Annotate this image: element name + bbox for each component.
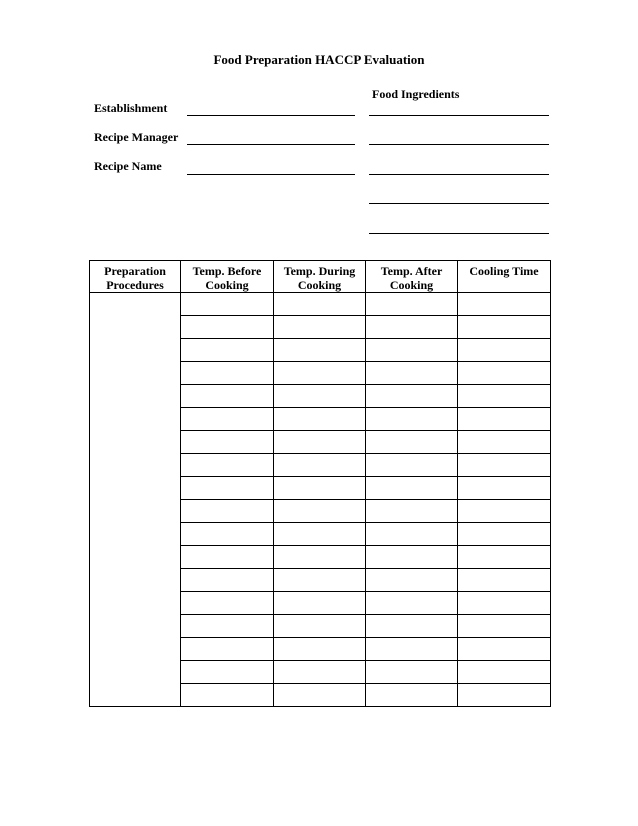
table-cell[interactable]	[366, 431, 458, 454]
table-cell[interactable]	[274, 362, 366, 385]
table-cell[interactable]	[366, 293, 458, 316]
table-cell[interactable]	[181, 316, 274, 339]
header-label: Temp. After Cooking	[380, 264, 443, 292]
table-cell[interactable]	[181, 592, 274, 615]
table-cell[interactable]	[274, 431, 366, 454]
header-cooling-time	[458, 261, 551, 293]
table-cell[interactable]	[458, 661, 551, 684]
recipe-name-field[interactable]	[187, 174, 355, 175]
table-cell[interactable]	[458, 316, 551, 339]
table-cell[interactable]	[366, 408, 458, 431]
table-cell[interactable]	[274, 500, 366, 523]
table-cell[interactable]	[181, 362, 274, 385]
table-cell[interactable]	[181, 385, 274, 408]
table-cell[interactable]	[181, 546, 274, 569]
table-cell[interactable]	[458, 638, 551, 661]
table-cell[interactable]	[274, 661, 366, 684]
header-temp-before-cooking	[181, 261, 274, 293]
table-cell[interactable]	[181, 684, 274, 707]
table-cell[interactable]	[274, 592, 366, 615]
table-row	[90, 293, 551, 316]
ingredient-line-2[interactable]	[369, 144, 549, 145]
table-cell[interactable]	[458, 454, 551, 477]
table-cell[interactable]	[366, 362, 458, 385]
table-cell[interactable]	[366, 638, 458, 661]
table-cell[interactable]	[181, 523, 274, 546]
table-cell[interactable]	[366, 546, 458, 569]
table-cell[interactable]	[458, 385, 551, 408]
header-temp-after-cooking	[366, 261, 458, 293]
table-cell[interactable]	[181, 638, 274, 661]
ingredient-line-3[interactable]	[369, 174, 549, 175]
establishment-label: Establishment	[94, 101, 168, 115]
table-cell[interactable]	[458, 592, 551, 615]
table-cell[interactable]	[274, 293, 366, 316]
table-cell[interactable]	[458, 684, 551, 707]
haccp-table	[89, 260, 551, 707]
form-title: Food Preparation HACCP Evaluation	[213, 52, 425, 67]
table-cell[interactable]	[274, 454, 366, 477]
table-cell[interactable]	[458, 477, 551, 500]
preparation-procedures-cell[interactable]	[90, 293, 181, 707]
table-cell[interactable]	[274, 569, 366, 592]
header-label: Cooling Time	[469, 264, 539, 278]
recipe-manager-field[interactable]	[187, 144, 355, 145]
table-cell[interactable]	[366, 477, 458, 500]
table-cell[interactable]	[366, 661, 458, 684]
table-cell[interactable]	[366, 454, 458, 477]
table-cell[interactable]	[274, 316, 366, 339]
table-cell[interactable]	[274, 615, 366, 638]
header-temp-during-cooking	[274, 261, 366, 293]
ingredient-line-4[interactable]	[369, 203, 549, 204]
table-cell[interactable]	[366, 523, 458, 546]
table-cell[interactable]	[458, 408, 551, 431]
table-cell[interactable]	[274, 408, 366, 431]
table-cell[interactable]	[366, 316, 458, 339]
table-cell[interactable]	[274, 684, 366, 707]
table-cell[interactable]	[458, 569, 551, 592]
header-row	[90, 261, 551, 293]
table-cell[interactable]	[274, 477, 366, 500]
food-ingredients-label: Food Ingredients	[372, 87, 460, 101]
table-cell[interactable]	[458, 362, 551, 385]
table-cell[interactable]	[458, 293, 551, 316]
table-cell[interactable]	[366, 615, 458, 638]
table-cell[interactable]	[274, 546, 366, 569]
header-label: Preparation Procedures	[104, 264, 166, 292]
table-cell[interactable]	[274, 339, 366, 362]
header-label: Temp. During Cooking	[283, 264, 356, 292]
table-cell[interactable]	[181, 500, 274, 523]
table-cell[interactable]	[181, 661, 274, 684]
table-cell[interactable]	[366, 500, 458, 523]
table-cell[interactable]	[458, 523, 551, 546]
table-cell[interactable]	[181, 615, 274, 638]
table-cell[interactable]	[274, 385, 366, 408]
table-cell[interactable]	[181, 293, 274, 316]
table-cell[interactable]	[181, 339, 274, 362]
recipe-name-label: Recipe Name	[94, 159, 162, 173]
table-cell[interactable]	[181, 454, 274, 477]
header-preparation-procedures	[90, 261, 181, 293]
table-cell[interactable]	[458, 431, 551, 454]
table-cell[interactable]	[181, 408, 274, 431]
table-cell[interactable]	[458, 500, 551, 523]
table-cell[interactable]	[366, 385, 458, 408]
table-body	[90, 293, 551, 707]
table-cell[interactable]	[274, 523, 366, 546]
ingredient-line-5[interactable]	[369, 233, 549, 234]
table-cell[interactable]	[458, 615, 551, 638]
establishment-field[interactable]	[187, 115, 355, 116]
ingredient-line-1[interactable]	[369, 115, 549, 116]
table-cell[interactable]	[181, 431, 274, 454]
table-cell[interactable]	[366, 569, 458, 592]
header-label: Temp. Before Cooking	[192, 264, 262, 292]
table-cell[interactable]	[181, 569, 274, 592]
table-cell[interactable]	[274, 638, 366, 661]
table-cell[interactable]	[366, 592, 458, 615]
table-cell[interactable]	[458, 546, 551, 569]
recipe-manager-label: Recipe Manager	[94, 130, 179, 144]
table-cell[interactable]	[366, 339, 458, 362]
table-cell[interactable]	[458, 339, 551, 362]
table-cell[interactable]	[366, 684, 458, 707]
table-cell[interactable]	[181, 477, 274, 500]
